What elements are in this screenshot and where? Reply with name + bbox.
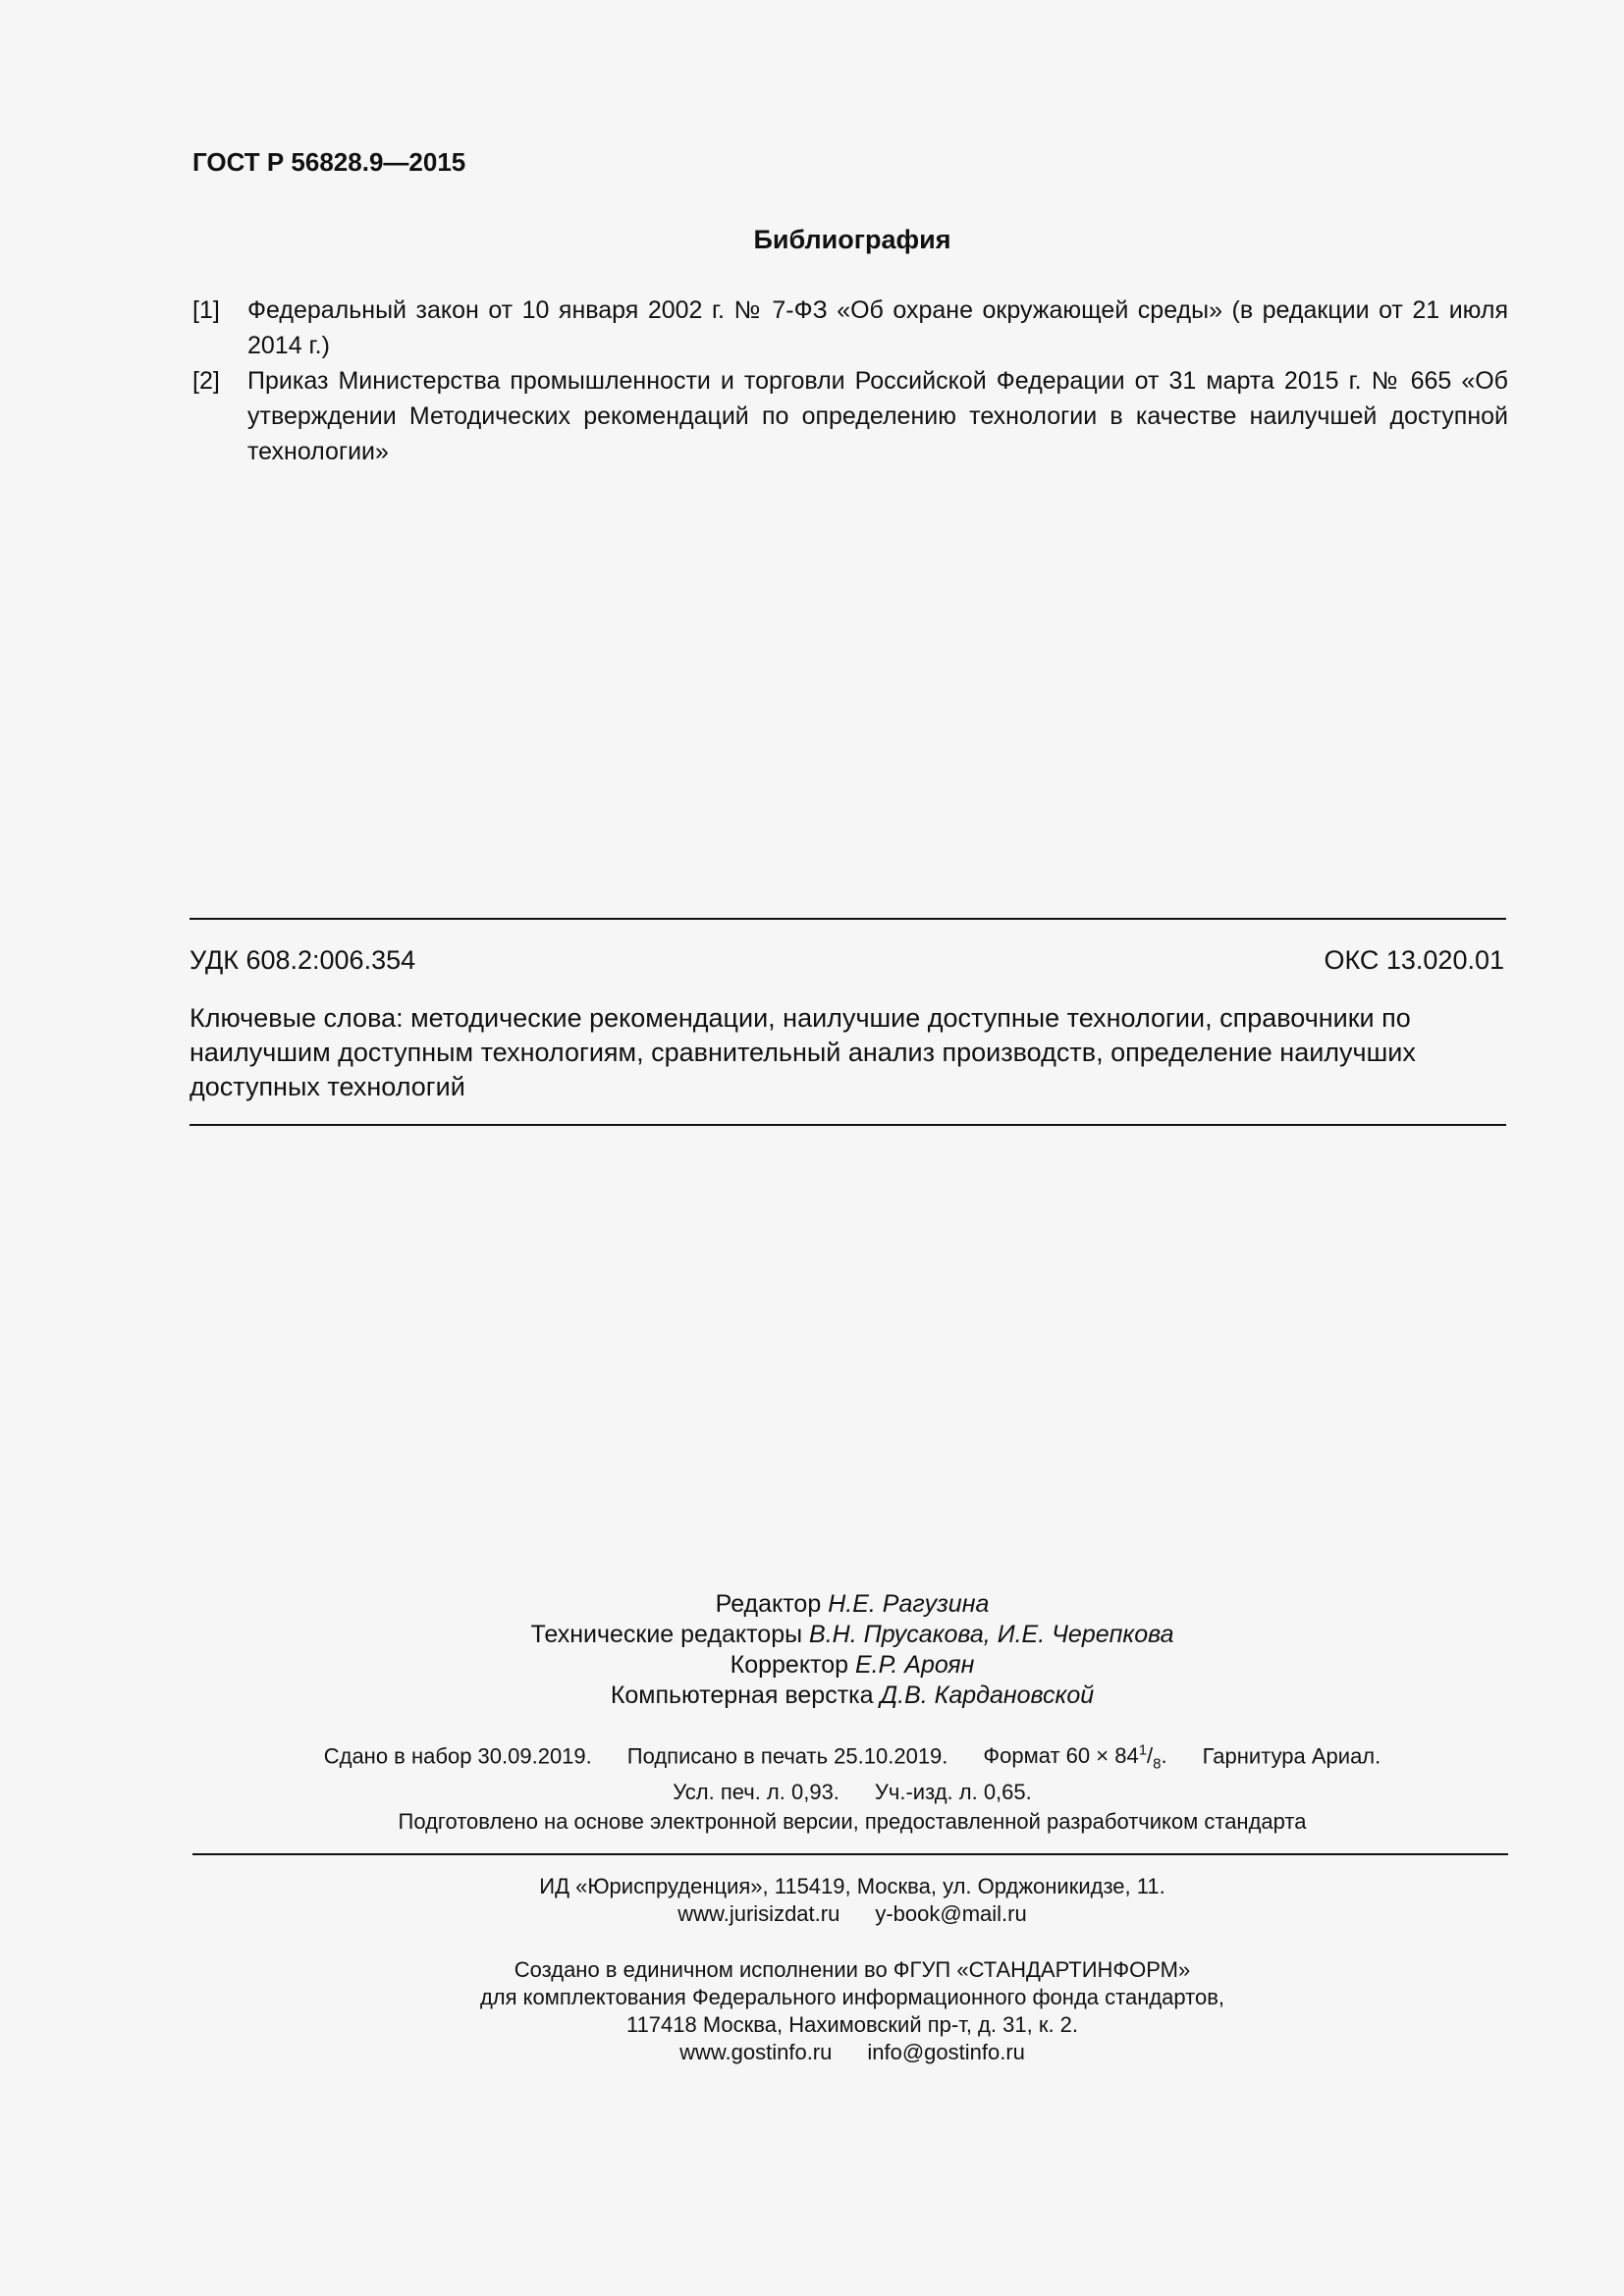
format-end: .: [1161, 1743, 1167, 1769]
credit-person: Д.В. Кардановской: [880, 1682, 1095, 1709]
bibliography-item-number: [1]: [192, 296, 220, 324]
publisher-info: [0, 1873, 1624, 1928]
divider-top: [189, 918, 1506, 920]
print-details-line2: [0, 1779, 1624, 1806]
publisher-address: ИД «Юриспруденция», 115419, Москва, ул. Орджоникидзе, 11.: [539, 1874, 1165, 1898]
publisher-email: y-book@mail.ru: [875, 1901, 1027, 1926]
typeface: Гарнитура Ариал.: [1202, 1743, 1381, 1769]
document-id: ГОСТ Р 56828.9—2015: [192, 147, 466, 177]
publishing-sheets: Уч.-изд. л. 0,65.: [874, 1779, 1032, 1804]
credit-person: Н.Е. Рагузина: [828, 1590, 990, 1618]
bibliography-item: [192, 293, 1508, 363]
format-denominator: 8: [1153, 1755, 1162, 1773]
bibliography-item-number: [2]: [192, 367, 220, 395]
format-numerator: 1: [1138, 1742, 1148, 1759]
divider-imprint: [192, 1853, 1508, 1855]
bibliography-item-text: Приказ Министерства промышленности и торговли Российской Федерации от 31 марта 2015 г. № 665 «Об утверждении Методических рекомендаций по определению технологии в качестве наилучшей доступной технологии»: [247, 367, 1508, 465]
sent-to-typeset: Сдано в набор 30.09.2019.: [323, 1743, 592, 1769]
keywords: Ключевые слова: методические рекомендации, наилучшие доступные технологии, справочники по наилучшим доступным технологиям, сравнительный анализ производств, определение наилучших доступных технологий: [189, 1003, 1416, 1101]
publisher-contacts: [0, 1900, 1624, 1928]
udk-code: УДК 608.2:006.354: [189, 945, 416, 975]
bibliography-list: [192, 293, 1508, 469]
credit-layout: [0, 1681, 1624, 1711]
signed-to-print: Подписано в печать 25.10.2019.: [626, 1743, 948, 1769]
production-address: 117418 Москва, Нахимовский пр-т, д. 31, к. 2.: [625, 2012, 1079, 2037]
paper-format: Формат $60 \times 84^1/_8$.: [983, 1742, 1167, 1773]
credit-label: Редактор: [715, 1590, 822, 1618]
oks-code: ОКС 13.020.01: [1324, 945, 1504, 975]
bibliography-item: [192, 363, 1508, 469]
production-site: www.gostinfo.ru: [679, 2040, 833, 2064]
divider-bottom: [189, 1124, 1506, 1126]
production-line: для комплектования Федерального информационного фонда стандартов,: [479, 1985, 1225, 2009]
credit-editor: [0, 1589, 1624, 1620]
credit-label: Технические редакторы: [530, 1621, 803, 1648]
credit-person: Е.Р. Ароян: [854, 1651, 975, 1679]
production-email: info@gostinfo.ru: [867, 2040, 1025, 2064]
bibliography-title: Библиография: [753, 225, 951, 254]
credit-corrector: [0, 1650, 1624, 1681]
format-text: Формат 60 × 84: [983, 1743, 1139, 1769]
credit-person: В.Н. Прусакова, И.Е. Черепкова: [809, 1621, 1174, 1648]
print-details: [0, 1737, 1624, 1806]
production-contacts: [0, 2039, 1624, 2066]
credit-tech-editors: [0, 1620, 1624, 1650]
credits: [0, 1589, 1624, 1711]
print-details-line1: [0, 1737, 1624, 1779]
credit-label: Компьютерная верстка: [610, 1682, 874, 1709]
credit-label: Корректор: [730, 1651, 849, 1679]
prepared-note: Подготовлено на основе электронной версии, предоставленной разработчиком стандарта: [398, 1809, 1307, 1834]
production-line: Создано в единичном исполнении во ФГУП «СТАНДАРТИНФОРМ»: [514, 1957, 1191, 1982]
conventional-sheets: Усл. печ. л. 0,93.: [673, 1779, 839, 1804]
bibliography-item-text: Федеральный закон от 10 января 2002 г. № 7-ФЗ «Об охране окружающей среды» (в редакции от 21 июля 2014 г.): [247, 296, 1508, 359]
publisher-site: www.jurisizdat.ru: [677, 1901, 840, 1926]
production-info: [0, 1956, 1624, 2066]
